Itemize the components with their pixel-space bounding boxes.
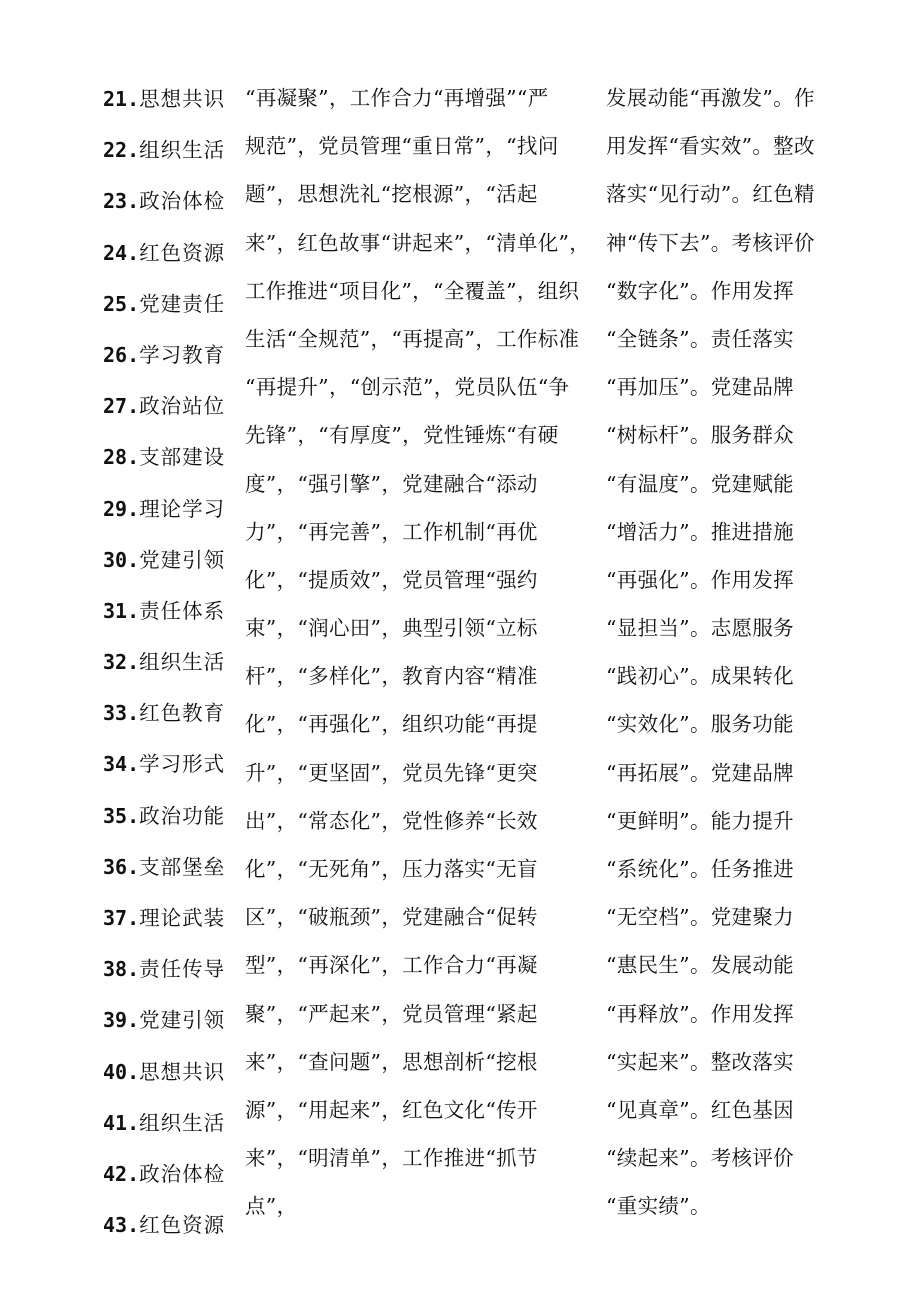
list-item — [103, 637, 231, 688]
text-line: 型”，“再深化”，工作合力“再凝 — [245, 953, 538, 978]
item-number: 40. — [103, 1059, 140, 1084]
text-line: 来”，“明清单”，工作推进“抓节 — [245, 1146, 538, 1171]
text-line: 束”，“润心田”，典型引领“立标 — [245, 616, 538, 641]
item-number: 37. — [103, 906, 140, 930]
item-label: 理论学习 — [139, 496, 226, 521]
item-label: 红色教育 — [139, 701, 226, 726]
text-line: 题”，思想洗礼“挖根源”，“活起 — [245, 182, 538, 207]
text-line: “显担当”。志愿服务 — [606, 616, 794, 641]
item-label: 思想共识 — [139, 87, 226, 111]
item-number: 21. — [103, 87, 140, 111]
list-item — [103, 125, 231, 176]
item-number: 39. — [103, 1008, 140, 1033]
text-line: “践初心”。成果转化 — [606, 664, 794, 689]
item-label: 学习教育 — [139, 342, 226, 367]
item-label: 学习形式 — [139, 752, 226, 777]
text-line: 规范”，党员管理“重日常”，“找问 — [245, 134, 559, 159]
item-label: 党建责任 — [139, 291, 226, 316]
text-line: “有温度”。党建赋能 — [606, 471, 794, 496]
list-item — [103, 791, 231, 842]
list-item — [103, 484, 231, 535]
text-line: 源”，“用起来”，红色文化“传开 — [245, 1097, 538, 1122]
item-number: 38. — [103, 957, 140, 982]
text-line: 力”，“再完善”，工作机制“再优 — [245, 519, 538, 544]
right-text-column — [606, 74, 838, 1231]
list-item — [103, 739, 231, 790]
text-line: “重实绩”。 — [606, 1194, 711, 1219]
text-line: “系统化”。任务推进 — [606, 857, 794, 881]
list-item — [103, 586, 231, 637]
list-item — [103, 842, 231, 893]
text-line: “增活力”。推进措施 — [606, 519, 794, 544]
list-item — [103, 432, 231, 483]
item-number: 25. — [103, 291, 140, 316]
list-item — [103, 1149, 231, 1200]
list-item — [103, 688, 231, 739]
item-number: 32. — [103, 650, 140, 675]
item-label: 组织生活 — [139, 138, 226, 163]
item-label: 责任体系 — [139, 598, 226, 623]
text-line: 先锋”，“有厚度”，党性锤炼“有硬 — [245, 423, 559, 448]
item-label: 支部建设 — [139, 445, 226, 470]
text-line: 化”，“再强化”，组织功能“再提 — [245, 712, 538, 737]
item-label: 组织生活 — [139, 650, 226, 675]
text-line: 发展动能“再激发”。作 — [606, 86, 815, 110]
text-line: “实效化”。服务功能 — [606, 712, 794, 737]
text-line: 来”，红色故事“讲起来”，“清单化”， — [245, 230, 591, 255]
text-line: 聚”，“严起来”，党员管理“紧起 — [245, 1001, 538, 1026]
item-number: 23. — [103, 189, 140, 214]
item-label: 政治体检 — [139, 1161, 226, 1186]
item-number: 29. — [103, 496, 140, 521]
item-number: 36. — [103, 854, 140, 879]
text-line: 工作推进“项目化”，“全覆盖”，组织 — [245, 278, 580, 303]
text-line: 点”， — [245, 1194, 298, 1219]
text-line: 杆”，“多样化”，教育内容“精准 — [245, 664, 538, 689]
item-label: 思想共识 — [139, 1059, 226, 1084]
item-number: 42. — [103, 1161, 140, 1186]
list-item — [103, 995, 231, 1046]
text-line: “数字化”。作用发挥 — [606, 278, 794, 303]
item-label: 红色资源 — [139, 240, 226, 265]
item-number: 28. — [103, 445, 140, 470]
text-line: “更鲜明”。能力提升 — [606, 808, 794, 833]
text-line: “再拓展”。党建品牌 — [606, 760, 794, 785]
text-line: 来”，“查问题”，思想剖析“挖根 — [245, 1049, 538, 1074]
item-label: 政治体检 — [139, 189, 226, 214]
list-item — [103, 944, 231, 995]
text-line: 区”，“破瓶颈”，党建融合“促转 — [245, 905, 538, 930]
text-line: 度”，“强引擎”，党建融合“添动 — [245, 471, 538, 496]
list-item — [103, 176, 231, 227]
list-item — [103, 381, 231, 432]
list-item — [103, 1047, 231, 1098]
text-line: 升”，“更坚固”，党员先锋“更突 — [245, 760, 538, 785]
item-number: 41. — [103, 1110, 140, 1135]
text-line: 化”，“无死角”，压力落实“无盲 — [245, 857, 538, 881]
text-line: “再凝聚”，工作合力“再增强”“严 — [245, 86, 549, 110]
list-item — [103, 535, 231, 586]
text-line: “再加压”。党建品牌 — [606, 375, 794, 400]
item-label: 红色资源 — [139, 1213, 226, 1238]
item-label: 政治功能 — [139, 803, 226, 828]
item-number: 35. — [103, 803, 140, 828]
item-label: 理论武装 — [139, 906, 226, 930]
text-line: “全链条”。责任落实 — [606, 326, 794, 351]
text-line: 生活“全规范”，“再提高”，工作标准 — [245, 326, 580, 351]
text-line: “实起来”。整改落实 — [606, 1049, 794, 1074]
item-number: 33. — [103, 701, 140, 726]
text-line: “续起来”。考核评价 — [606, 1146, 794, 1171]
text-line: 化”，“提质效”，党员管理“强约 — [245, 567, 538, 592]
item-number: 34. — [103, 752, 140, 777]
text-line: 神“传下去”。考核评价 — [606, 230, 815, 255]
list-item — [103, 1098, 231, 1149]
item-label: 党建引领 — [139, 547, 226, 572]
list-item — [103, 893, 231, 944]
text-line: 落实“见行动”。红色精 — [606, 182, 815, 207]
text-line: “再强化”。作用发挥 — [606, 567, 794, 592]
item-label: 责任传导 — [139, 957, 226, 982]
list-item — [103, 1200, 231, 1251]
item-number: 31. — [103, 598, 140, 623]
item-label: 党建引领 — [139, 1008, 226, 1033]
item-number: 43. — [103, 1213, 140, 1238]
item-label: 支部堡垒 — [139, 854, 226, 879]
text-line: “再释放”。作用发挥 — [606, 1001, 794, 1026]
text-line: “树标杆”。服务群众 — [606, 423, 794, 448]
numbered-list-column — [103, 74, 231, 1238]
item-number: 22. — [103, 138, 140, 163]
text-line: “再提升”，“创示范”，党员队伍“争 — [245, 375, 570, 400]
text-line: 用发挥“看实效”。整改 — [606, 134, 815, 159]
middle-text-column — [245, 74, 607, 1231]
item-number: 27. — [103, 394, 140, 419]
text-line: “惠民生”。发展动能 — [606, 953, 794, 978]
item-number: 24. — [103, 240, 140, 265]
item-number: 26. — [103, 342, 140, 367]
item-number: 30. — [103, 547, 140, 572]
text-line: “见真章”。红色基因 — [606, 1097, 794, 1122]
text-line: “无空档”。党建聚力 — [606, 905, 794, 930]
text-line: 出”，“常态化”，党性修养“长效 — [245, 808, 538, 833]
item-label: 组织生活 — [139, 1110, 226, 1135]
list-item — [103, 279, 231, 330]
list-item — [103, 228, 231, 279]
list-item — [103, 74, 231, 125]
list-item — [103, 330, 231, 381]
item-label: 政治站位 — [139, 394, 226, 419]
